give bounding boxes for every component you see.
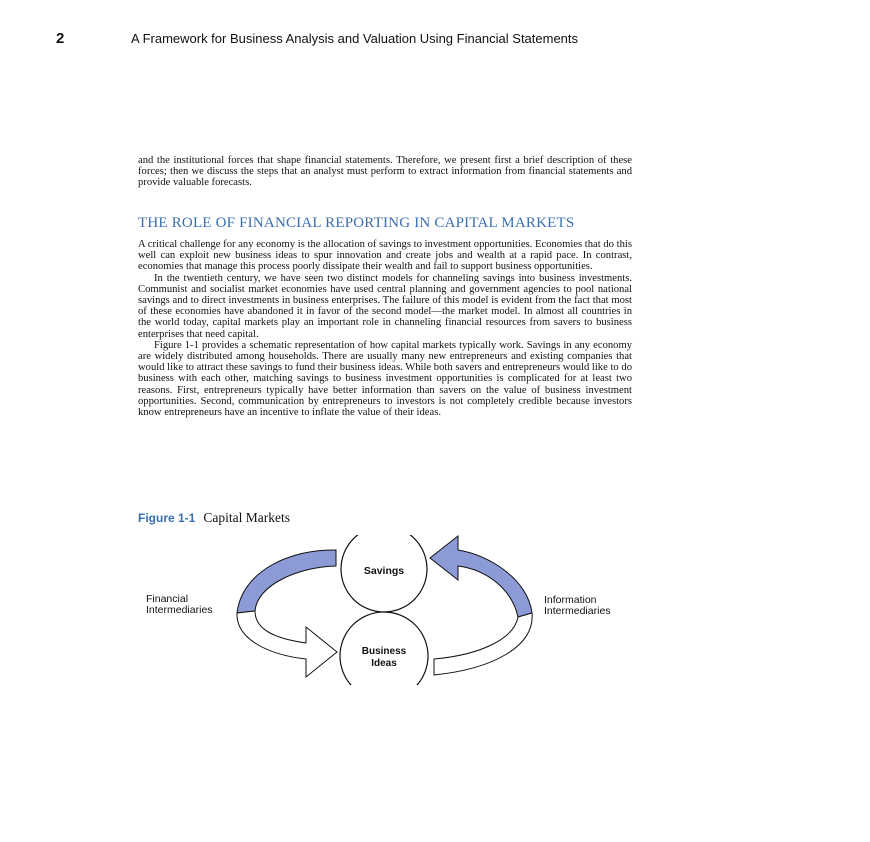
figure-title: Capital Markets [203,510,290,525]
running-header-title: A Framework for Business Analysis and Valuation Using Financial Statements [131,31,579,46]
flow-arrow-right-bottom [434,613,532,675]
section-body [138,239,632,418]
financial-intermediaries-label-line2: Intermediaries [146,604,213,616]
figure-label: Figure 1-1 [138,511,196,525]
information-intermediaries-label-line2: Intermediaries [544,605,611,617]
capital-markets-diagram [140,535,660,685]
paragraph: Figure 1-1 provides a schematic representation of how capital markets typically work. Savings in any economy are widely distributed among households. There are usually many new entrepreneurs and existing companies that would like to attract these savings to fund their business ideas. While both savers and entrepreneurs would like to do business with each other, matching savings to business investment opportunities is complicated for at least two reasons. First, entrepreneurs typically have better information than savers on the value of business investment opportunities. Second, communication by entrepreneurs to investors is not completely credible because investors know entrepreneurs have an incentive to inflate the value of their ideas. [138,339,632,419]
page-number: 2 [56,30,65,47]
savings-label: Savings [363,565,405,577]
flow-arrow-left-top [237,550,336,613]
information-intermediaries-label-line1: Information [544,594,597,606]
intro-paragraph: and the institutional forces that shape financial statements. Therefore, we present first a brief description of these forces; then we discuss the steps that an analyst must perform to extract information from financial statements and provide valuable forecasts. [138,155,632,189]
business-ideas-label-line1: Business [361,646,407,657]
financial-intermediaries-label-line1: Financial [146,593,189,605]
paragraph: In the twentieth century, we have seen two distinct models for channeling savings into business investments. Communist and socialist market economies have used central planning and government agencies to pool national savings and to direct investments in business enterprises. The failure of this model is evident from the fact that most of these economies have abandoned it in favor of the second model—the market model. In almost all countries in the world today, capital markets play an important role in channeling financial resources from savers to business enterprises that need capital. [138,272,632,340]
flow-arrow-right-top [430,536,532,617]
section-heading: THE ROLE OF FINANCIAL REPORTING IN CAPITAL MARKETS [138,215,575,231]
flow-arrow-left-bottom [237,611,337,677]
paragraph: A critical challenge for any economy is the allocation of savings to investment opportunities. Economies that do this well can exploit new business ideas to spur innovation and create jobs and wealth at a rapid pace. In contrast, economies that manage this process poorly dissipate their wealth and fail to support business opportunities. [138,239,632,273]
figure-caption [138,509,290,527]
business-ideas-label-line2: Ideas [371,658,397,669]
